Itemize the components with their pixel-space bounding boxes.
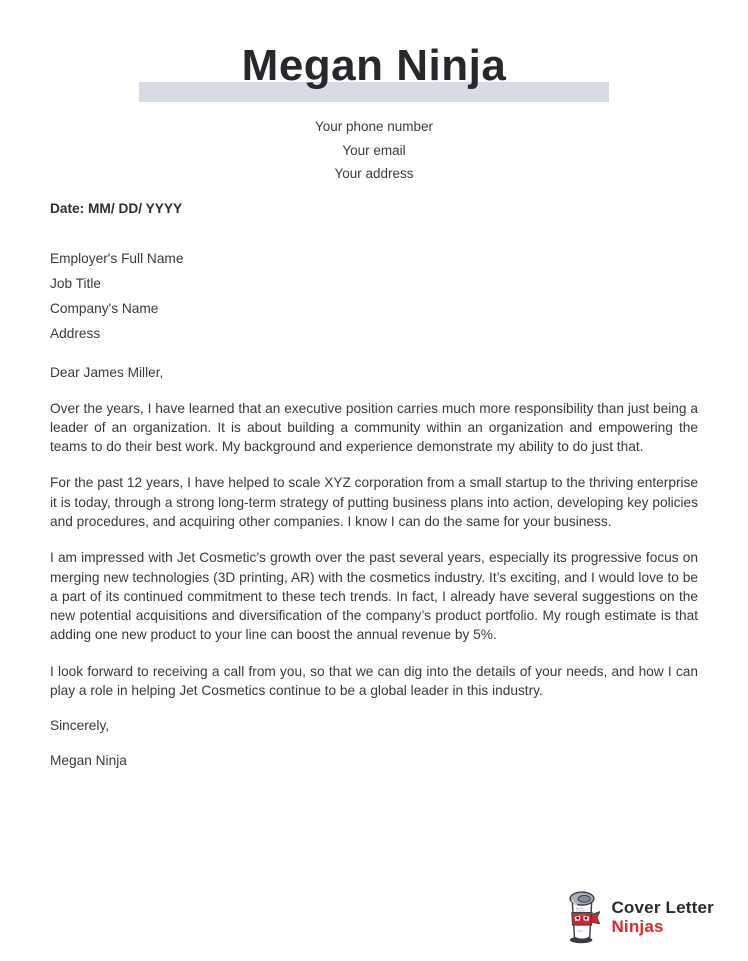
recipient-job-title: Job Title [50,275,101,291]
paragraph-2: For the past 12 years, I have helped to scale XYZ corporation from a small startup to the thriving enterprise it is today, through a strong long-term strategy of putting business plans into action, developing key policies and procedures, and acquiring other companies. I know I can do the same for your business. [50,475,698,529]
brand-logo [564,888,714,946]
brand-text [611,898,714,936]
recipient-employer-name: Employer's Full Name [50,250,184,266]
letter-body [50,199,698,771]
closing: Sincerely, [50,718,110,734]
brand-line2: Ninjas [611,917,664,936]
paragraph-1: Over the years, I have learned that an executive position carries much more responsibility than just being a leader of an organization. It is about building a community within an organization and empowering the teams to do their best work. My background and experience demonstrate my ability to do just that. [50,400,698,455]
brand-line1: Cover Letter [611,898,714,917]
page-title: Megan Ninja [241,41,507,90]
contact-phone: Your phone number [314,119,434,134]
ninja-scroll-icon [564,888,600,946]
date-line: Date: MM/ DD/ YYYY [50,200,183,216]
salutation: Dear James Miller, [50,364,164,380]
contact-block [0,115,748,186]
contact-email: Your email [342,142,406,158]
paragraph-3: I am impressed with Jet Cosmetic’s growth over the past several years, especially its progressive focus on merging new technologies (3D printing, AR) with the cosmetics industry. It’s exciting, and I would love to be a part of its continued commitment to these tech trends. In fact, I already have several suggestions on the new potential acquisitions and diversification of the company’s product portfolio. My rough estimate is that adding one new product to your line can boost the annual revenue by 5%. [50,550,698,643]
recipient-address: Address [50,325,101,341]
recipient-company-name: Company's Name [50,300,159,316]
recipient-block [50,246,698,346]
signature-name: Megan Ninja [50,753,127,769]
paragraph-4: I look forward to receiving a call from you, so that we can dig into the details of your needs, and how I can play a role in helping Jet Cosmetics continue to be a global leader in this industry. [50,663,698,699]
contact-address: Your address [334,166,414,181]
header [0,40,748,92]
